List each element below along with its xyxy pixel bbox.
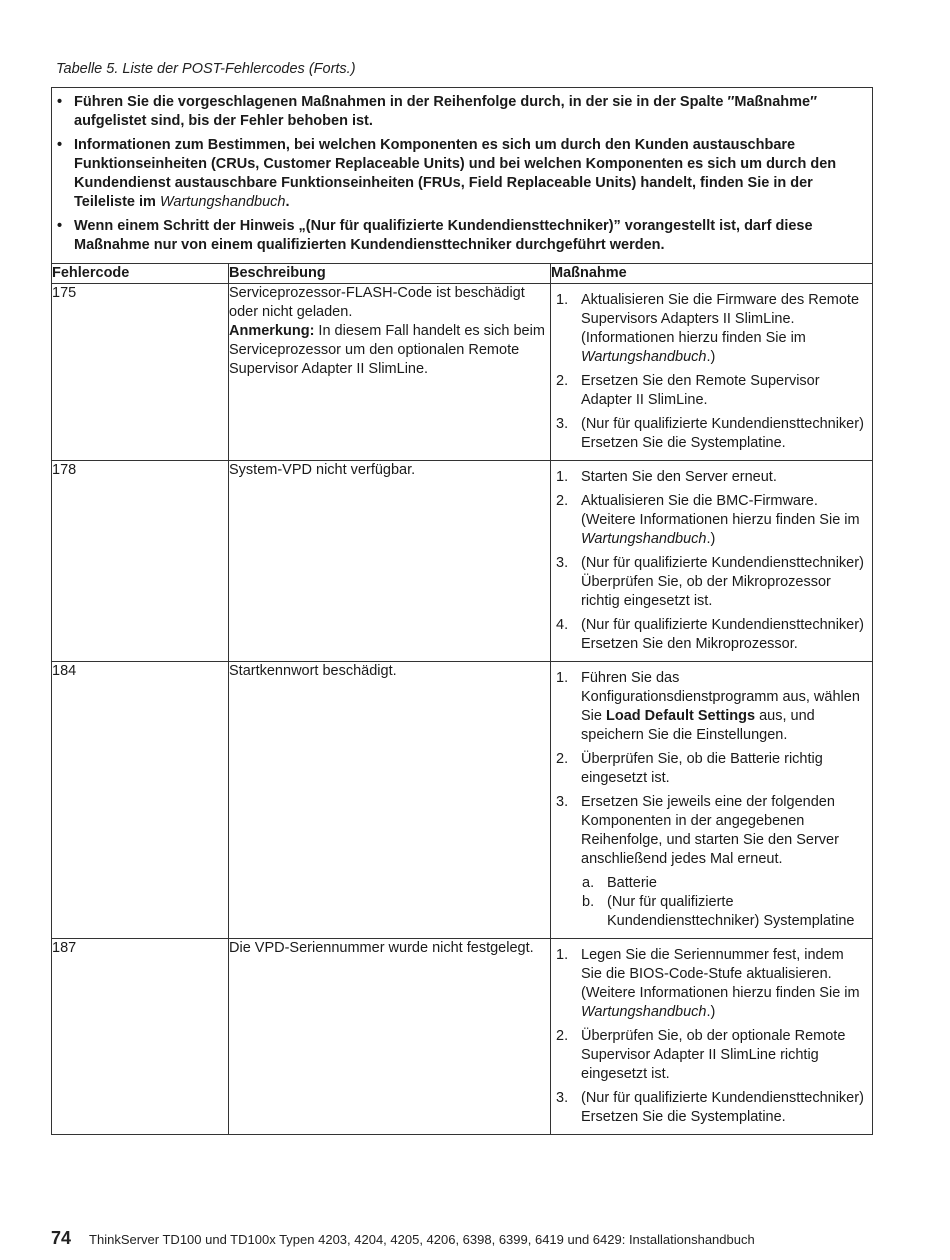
error-code: 175 xyxy=(52,284,229,461)
step-number: 1. xyxy=(556,469,569,485)
bullet-icon: • xyxy=(57,137,63,153)
description-note xyxy=(229,322,550,379)
sub-step xyxy=(581,893,868,931)
bullet-icon: • xyxy=(57,94,63,110)
step-number: 4. xyxy=(556,617,569,633)
action-step xyxy=(555,492,868,549)
action-steps xyxy=(551,284,872,460)
header-row xyxy=(52,264,873,284)
action-cell xyxy=(551,284,873,461)
action-step xyxy=(555,415,868,453)
step-text: Führen Sie das Konfigurationsdienstprogramm aus, wählen Sie xyxy=(581,670,860,724)
action-step xyxy=(555,669,868,745)
post-error-code-table xyxy=(51,87,873,1135)
notes-list xyxy=(52,88,872,263)
error-description: Startkennwort beschädigt. xyxy=(229,663,397,679)
step-number: 3. xyxy=(556,1090,569,1106)
action-step xyxy=(555,554,868,611)
step-number: 2. xyxy=(556,751,569,767)
error-description-cell xyxy=(229,284,551,461)
table-caption: Tabelle 5. Liste der POST-Fehlercodes (Forts.) xyxy=(56,61,356,77)
error-description-cell xyxy=(229,662,551,939)
sub-step xyxy=(581,874,868,893)
sub-step-letter: a. xyxy=(582,875,595,891)
menu-option-name: Load Default Settings xyxy=(606,708,756,724)
action-step xyxy=(555,750,868,788)
step-text: (Nur für qualifizierte Kundendiensttechniker) Ersetzen Sie die Systemplatine. xyxy=(581,416,864,451)
error-description-cell xyxy=(229,461,551,662)
table-row xyxy=(52,284,873,461)
manual-reference: Wartungshandbuch xyxy=(581,349,707,365)
note-item xyxy=(52,136,868,212)
action-steps xyxy=(551,939,872,1134)
step-text: (Nur für qualifizierte Kundendiensttechniker) Ersetzen Sie die Systemplatine. xyxy=(581,1090,864,1125)
note-text: Wenn einem Schritt der Hinweis „(Nur für qualifizierte Kundendiensttechniker)” vorangestellt ist, darf diese Maßnahme nur von einem qualifizierten Kundendiensttechniker durchgeführt werden. xyxy=(74,218,813,253)
column-header-code: Fehlercode xyxy=(52,264,229,284)
error-description: System-VPD nicht verfügbar. xyxy=(229,462,416,478)
note-body: In diesem Fall handelt es sich beim Serviceprozessor um den optionalen Remote Supervisor Adapter II SlimLine. xyxy=(229,323,545,377)
error-code: 178 xyxy=(52,461,229,662)
error-code: 187 xyxy=(52,939,229,1135)
note-text: Führen Sie die vorgeschlagenen Maßnahmen in der Reihenfolge durch, in der sie in der Spalte ″Maßnahme″ aufgelistet sind, bis der Fehler behoben ist. xyxy=(74,94,818,129)
error-description: Die VPD-Seriennummer wurde nicht festgelegt. xyxy=(229,940,534,956)
action-step xyxy=(555,616,868,654)
action-cell xyxy=(551,939,873,1135)
manual-reference: Wartungshandbuch xyxy=(159,194,286,210)
action-step xyxy=(555,946,868,1022)
note-label: Anmerkung: xyxy=(229,323,315,339)
step-number: 2. xyxy=(556,1028,569,1044)
action-steps xyxy=(551,662,872,938)
action-step xyxy=(555,468,868,487)
step-text: (Nur für qualifizierte Kundendiensttechniker) Überprüfen Sie, ob der Mikroprozessor richtig eingesetzt ist. xyxy=(581,555,864,609)
page-number: 74 xyxy=(51,1228,72,1248)
step-text: (Nur für qualifizierte Kundendiensttechniker) Ersetzen Sie den Mikroprozessor. xyxy=(581,617,864,652)
step-text: Aktualisieren Sie die BMC-Firmware. (Weitere Informationen hierzu finden Sie im xyxy=(581,493,860,528)
sub-step-letter: b. xyxy=(582,894,595,910)
notes-row xyxy=(52,88,873,264)
step-text: Legen Sie die Seriennummer fest, indem Sie die BIOS-Code-Stufe aktualisieren. (Weitere Informationen hierzu finden Sie im xyxy=(581,947,860,1001)
step-text: Überprüfen Sie, ob der optionale Remote Supervisor Adapter II SlimLine richtig eingesetzt ist. xyxy=(581,1028,846,1082)
bullet-icon: • xyxy=(57,218,63,234)
action-step xyxy=(555,372,868,410)
table-body xyxy=(52,284,873,1135)
sub-step-text: (Nur für qualifizierte Kundendiensttechniker) Systemplatine xyxy=(607,894,855,929)
page-footer xyxy=(51,1228,755,1249)
step-number: 3. xyxy=(556,794,569,810)
action-cell xyxy=(551,461,873,662)
step-text-end: aus, und speichern Sie die Einstellungen. xyxy=(581,708,815,743)
step-number: 2. xyxy=(556,493,569,509)
step-text-end: .) xyxy=(706,1004,716,1020)
table-row xyxy=(52,461,873,662)
step-text: Ersetzen Sie jeweils eine der folgenden Komponenten in der angegebenen Reihenfolge, und starten Sie den Server anschließend jedes Mal erneut. xyxy=(581,794,839,867)
step-number: 2. xyxy=(556,373,569,389)
action-cell xyxy=(551,662,873,939)
column-header-action: Maßnahme xyxy=(551,264,873,284)
table-row xyxy=(52,939,873,1135)
step-number: 1. xyxy=(556,947,569,963)
note-text-end: . xyxy=(285,194,290,210)
table-row xyxy=(52,662,873,939)
sub-steps xyxy=(581,874,868,931)
error-description-cell xyxy=(229,939,551,1135)
note-item xyxy=(52,217,868,255)
action-step xyxy=(555,1089,868,1127)
step-text-end: .) xyxy=(706,349,716,365)
step-text: Ersetzen Sie den Remote Supervisor Adapter II SlimLine. xyxy=(581,373,820,408)
step-number: 1. xyxy=(556,292,569,308)
step-number: 3. xyxy=(556,416,569,432)
action-step xyxy=(555,291,868,367)
action-step xyxy=(555,793,868,931)
step-text: Überprüfen Sie, ob die Batterie richtig eingesetzt ist. xyxy=(581,751,823,786)
sub-step-text: Batterie xyxy=(607,875,657,891)
note-item xyxy=(52,93,868,131)
step-text: Starten Sie den Server erneut. xyxy=(581,469,777,485)
action-steps xyxy=(551,461,872,661)
step-text: Aktualisieren Sie die Firmware des Remote Supervisors Adapters II SlimLine. (Informationen hierzu finden Sie im xyxy=(581,292,860,346)
step-text-end: .) xyxy=(706,531,716,547)
step-number: 1. xyxy=(556,670,569,686)
note-text: Informationen zum Bestimmen, bei welchen Komponenten es sich um durch den Kunden austauschbare Funktionseinheiten (CRUs, Customer Replaceable Units) und bei welchen Komponenten es sich um durch den Kundendienst austauschbare Funktionseinheiten (FRUs, Field Replaceable Units) handelt, finden Sie in der Teileliste im xyxy=(74,137,837,210)
error-code: 184 xyxy=(52,662,229,939)
action-step xyxy=(555,1027,868,1084)
error-description: Serviceprozessor-FLASH-Code ist beschädigt oder nicht geladen. xyxy=(229,285,525,320)
step-number: 3. xyxy=(556,555,569,571)
column-header-description: Beschreibung xyxy=(229,264,551,284)
manual-reference: Wartungshandbuch xyxy=(581,1004,707,1020)
manual-reference: Wartungshandbuch xyxy=(581,531,707,547)
footer-title: ThinkServer TD100 und TD100x Typen 4203, 4204, 4205, 4206, 6398, 6399, 6419 und 6429: Installationshandbuch xyxy=(89,1232,755,1247)
